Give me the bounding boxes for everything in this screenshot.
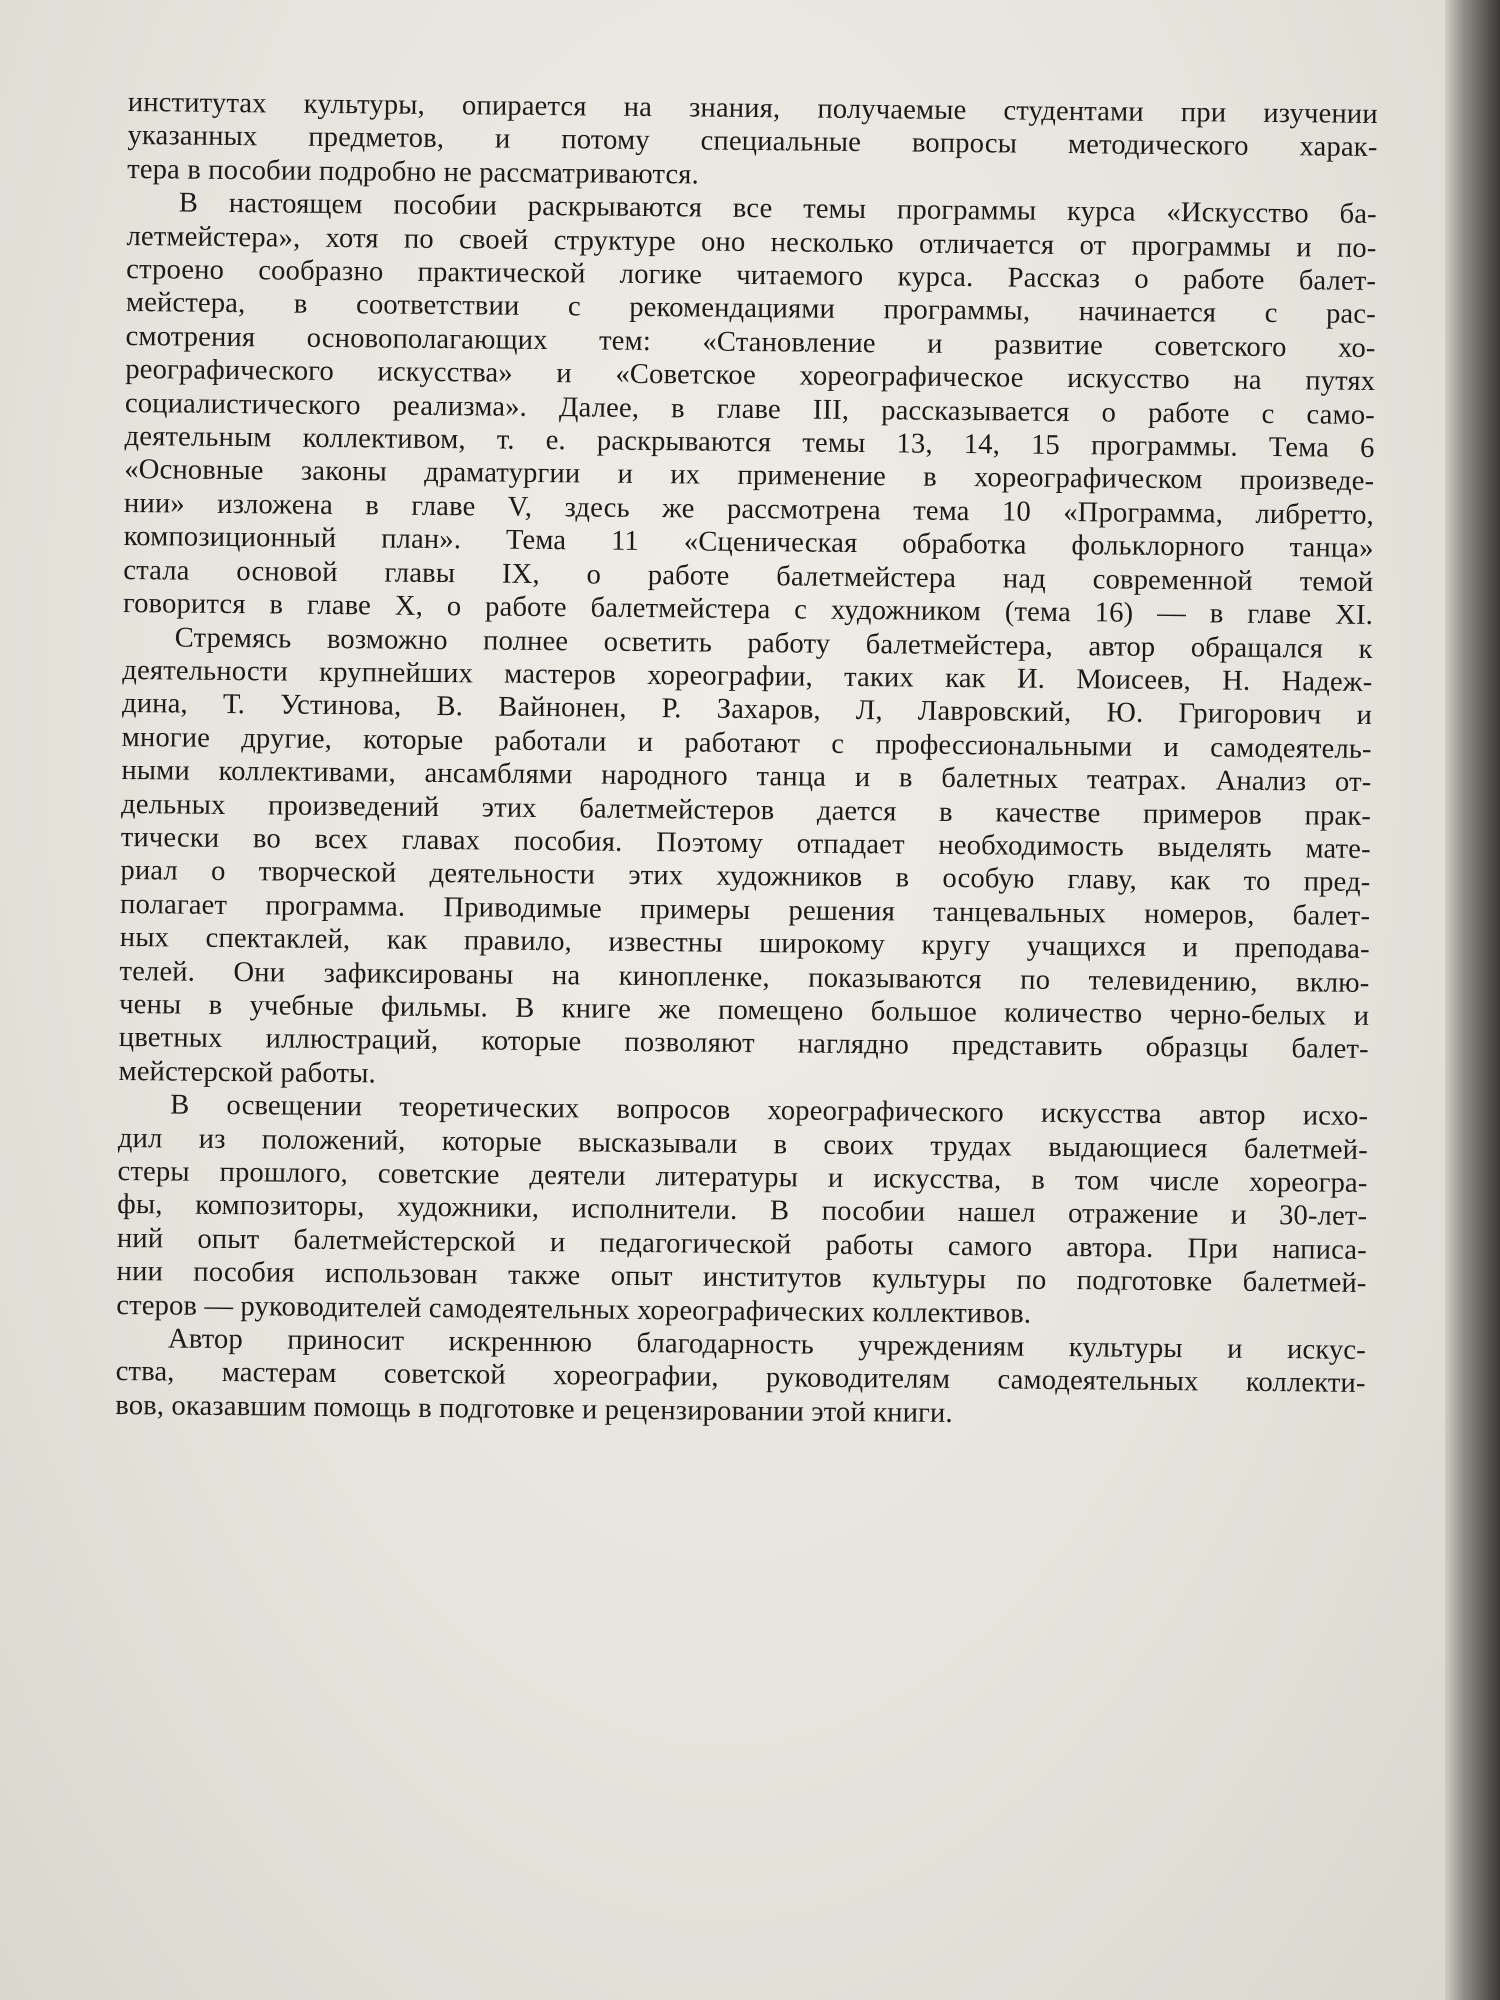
text-line: фы, композиторы, художники, исполнители. В пособии нашел отражение и 30-лет- (117, 1189, 1368, 1233)
text-line: цветных иллюстраций, которые позволяют наглядно представить образцы балет- (118, 1022, 1369, 1066)
text-line: институтах культуры, опирается на знания, получаемые студентами при изучении (127, 86, 1378, 130)
text-line: вов, оказавшим помощь в подготовке и рецензировании этой книги. (115, 1389, 953, 1429)
text-line: мейстера, в соответствии с рекомендациями программы, начинается с рас- (125, 287, 1377, 331)
text-line: В освещении теоретических вопросов хореографического искусства автор исхо- (170, 1089, 1369, 1133)
text-line: деятельности крупнейших мастеров хореографии, таких как И. Моисеев, Н. Надеж- (122, 654, 1373, 698)
text-line: В настоящем пособии раскрываются все темы программы курса «Искусство ба- (178, 187, 1377, 231)
text-line: тически во всех главах пособия. Поэтому отпадает необходимость выделять мате- (120, 821, 1371, 865)
text-line: ными коллективами, ансамблями народного танца и в балетных театрах. Анализ от- (121, 755, 1372, 799)
text-line: Стремясь возможно полнее осветить работу балетмейстера, автор обращался к (174, 621, 1373, 665)
paragraph-2 (123, 186, 1377, 632)
paragraph-3 (118, 620, 1372, 1100)
book-page-edge (1445, 0, 1500, 2000)
text-line: стеров — руководителей самодеятельных хореографических коллективов. (116, 1289, 1032, 1330)
text-line: Автор приносит искреннюю благодарность учреждениям культуры и искус- (167, 1323, 1367, 1366)
text-line: чены в учебные фильмы. В книге же помещено большое количество черно-белых и (119, 988, 1370, 1032)
text-line: ства, мастерам советской хореографии, руководителям самодеятельных коллекти- (115, 1356, 1366, 1400)
text-line: стала основой главы IX, о работе балетмейстера над современной темой (123, 554, 1374, 598)
text-line: многие другие, которые работали и работают с профессиональными и самодеятель- (121, 721, 1372, 765)
text-line: реографического искусства» и «Советское хореографическое искусство на путях (125, 354, 1376, 398)
paragraph-1 (127, 86, 1378, 198)
text-line: «Основные законы драматургии и их применение в хореографическом произведе- (124, 454, 1375, 498)
text-line: тера в пособии подробно не рассматриваются. (127, 153, 700, 191)
text-line: нии» изложена в главе V, здесь же рассмотрена тема 10 «Программа, либретто, (123, 487, 1375, 531)
text-line: смотрения основополагающих тем: «Становление и развитие советского хо- (125, 320, 1376, 364)
text-line: указанных предметов, и потому специальные вопросы методического харак- (127, 120, 1378, 164)
text-line: летмейстера», хотя по своей структуре оно несколько отличается от программы и по- (126, 220, 1377, 264)
text-line: деятельным коллективом, т. е. раскрываются темы 13, 14, 15 программы. Тема 6 (124, 421, 1375, 465)
text-line: нии пособия использован также опыт институтов культуры по подготовке балетмей- (116, 1256, 1367, 1300)
text-line: телей. Они зафиксированы на кинопленке, показываются по телевидению, вклю- (119, 955, 1370, 999)
page-text (115, 86, 1378, 1434)
paragraph-4 (116, 1088, 1368, 1334)
text-line: говорится в главе X, о работе балетмейстера с художником (тема 16) — в главе XI. (122, 588, 1374, 632)
text-line: композиционный план». Тема 11 «Сценическая обработка фольклорного танца» (123, 521, 1374, 565)
paragraph-5 (115, 1322, 1366, 1434)
text-line: ных спектаклей, как правило, известны широкому кругу учащихся и преподава- (119, 922, 1370, 966)
text-line: риал о творческой деятельности этих художников в особую главу, как то пред- (120, 855, 1371, 899)
text-line: мейстерской работы. (118, 1055, 376, 1090)
text-line: полагает программа. Приводимые примеры решения танцевальных номеров, балет- (119, 888, 1371, 932)
text-line: дина, Т. Устинова, В. Вайнонен, Р. Захаров, Л, Лавровский, Ю. Григорович и (121, 688, 1373, 732)
text-line: социалистического реализма». Далее, в главе III, рассказывается о работе с само- (124, 387, 1376, 431)
text-line: дельных произведений этих балетмейстеров дается в качестве примеров прак- (120, 788, 1372, 832)
text-line: строено сообразно практической логике читаемого курса. Рассказ о работе балет- (126, 254, 1377, 298)
text-line: стеры прошлого, советские деятели литературы и искусства, в том числе хореогра- (117, 1155, 1368, 1199)
text-line: дил из положений, которые высказывали в своих трудах выдающиеся балетмей- (117, 1122, 1368, 1166)
text-line: ний опыт балетмейстерской и педагогической работы самого автора. При написа- (116, 1222, 1368, 1266)
